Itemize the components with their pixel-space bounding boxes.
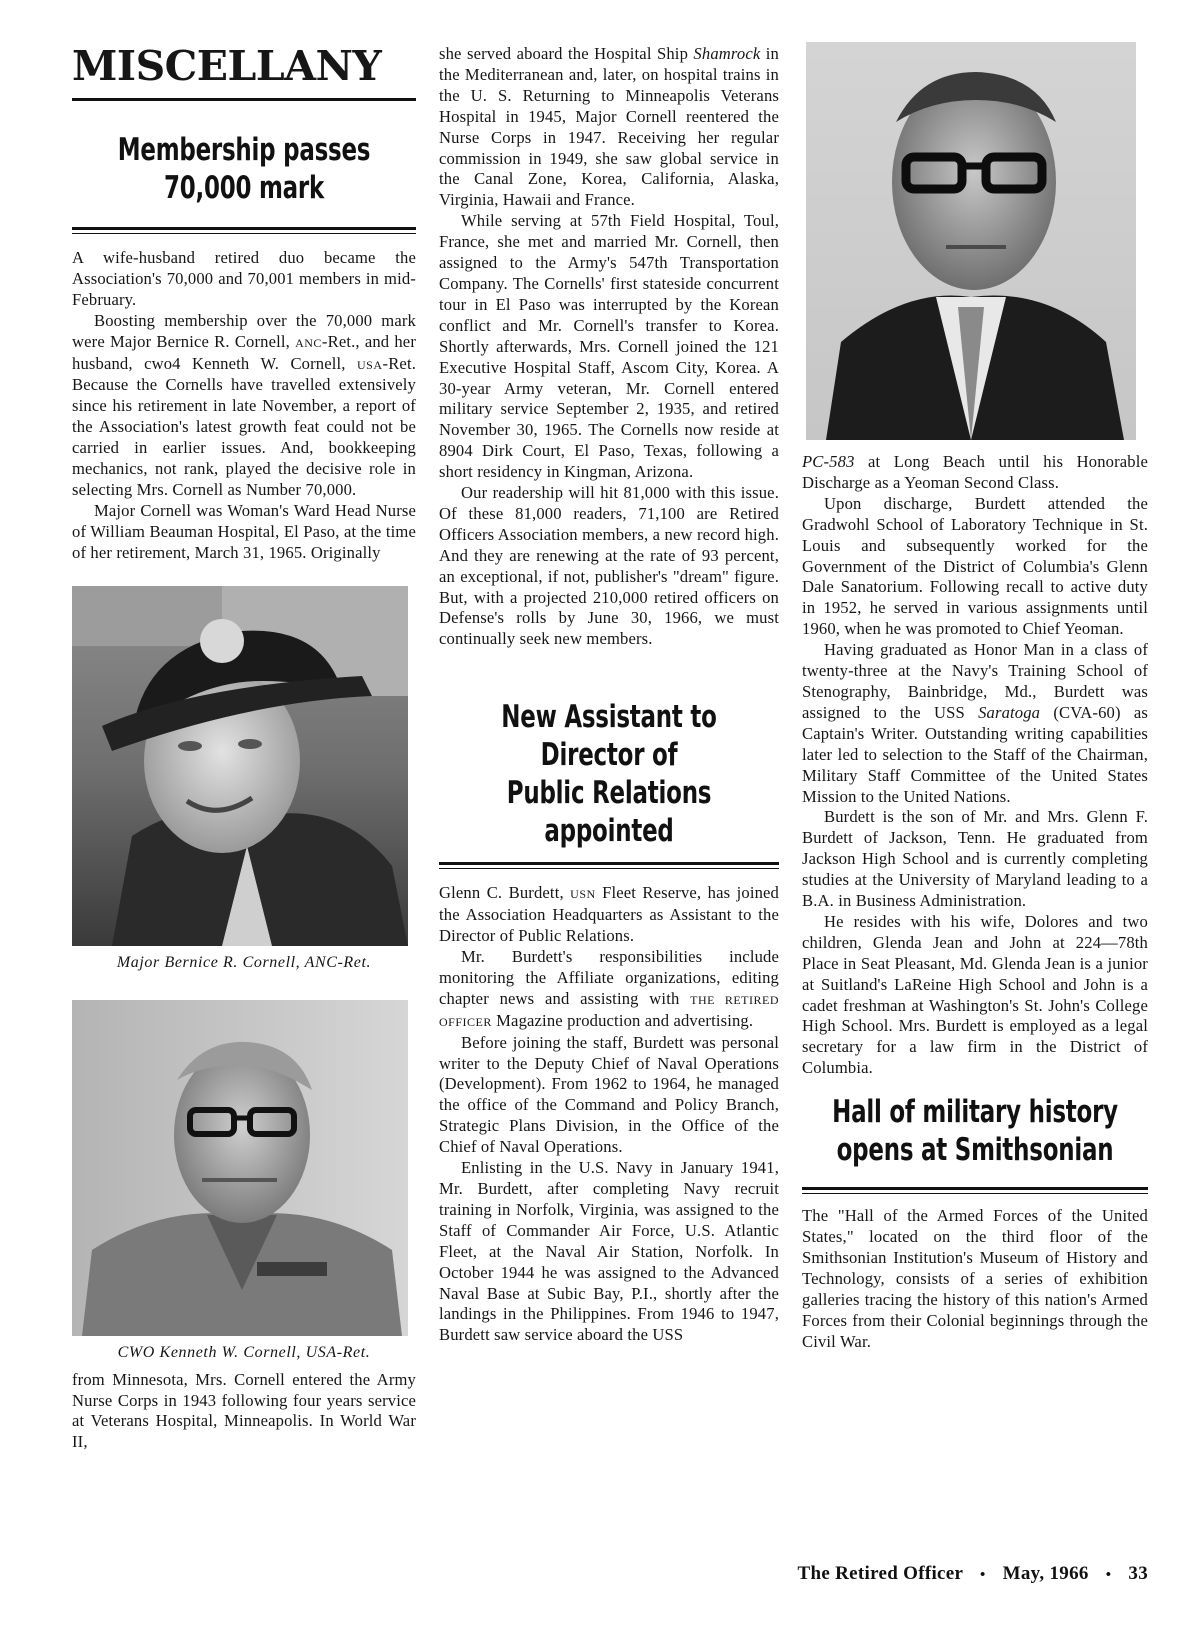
- column-1: [72, 42, 416, 1453]
- headline-rule: [72, 227, 416, 230]
- article2-paragraph: Having graduated as Honor Man in a class of twenty-three at the Navy's Training School of Stenography, Bainbridge, Md., Burdett was assigned to the USS Saratoga (CVA-60) as Captain's Writer. Outstanding writing capabilities later led to selection to the Staff of the Chairman, Military Staff Committee of the United States Mission to the United Nations.: [802, 640, 1148, 806]
- article2-paragraph: Mr. Burdett's responsibilities include monitoring the Affiliate organizations, editing chapter news and assisting with THE RETIRED OFFICER Magazine production and advertising.: [439, 947, 779, 1030]
- article2-paragraph: Enlisting in the U.S. Navy in January 1941, Mr. Burdett, after completing Navy recruit training in Norfolk, Virginia, was assigned to the Staff of Commander Air Force, U.S. Atlantic Fleet, at the Naval Air Station, Norfolk. In October 1944 he was assigned to the Advanced Naval Base at Subic Bay, P.I., shortly after the landings in the Philippines. From 1946 to 1947, Burdett saw service aboard the USS: [439, 1158, 779, 1345]
- article3-headline-line2: opens at Smithsonian: [836, 1132, 1114, 1169]
- footer-date: May, 1966: [1002, 1563, 1089, 1584]
- article1-paragraph: she served aboard the Hospital Ship Shamrock in the Mediterranean and, later, on hospital trains in the U. S. Returning to Minneapolis Veterans Hospital in 1945, Major Cornell reentered the Nurse Corps in 1947. Receiving her regular commission in 1949, she saw global service in the Canal Zone, Korea, California, Alaska, Virginia, Hawaii and France.: [439, 44, 779, 210]
- footer-page-number: 33: [1128, 1563, 1148, 1584]
- article3-headline-line1: Hall of military history: [832, 1094, 1118, 1131]
- section-title: MISCELLANY: [72, 42, 382, 90]
- photo1-caption: Major Bernice R. Cornell, ANC-Ret.: [116, 953, 372, 971]
- article1-paragraph: from Minnesota, Mrs. Cornell entered the Army Nurse Corps in 1943 following four years service at Veterans Hospital, Minneapolis. In World War II,: [72, 1369, 416, 1452]
- photo-kenneth-cornell: [72, 1000, 408, 1336]
- article2-paragraph: Upon discharge, Burdett attended the Gradwohl School of Laboratory Technique in St. Louis and subsequently worked for the Government of the District of Columbia's Glenn Dale Sanatorium. Following recall to active duty in 1952, he served in various assignments until 1960, when he was promoted to Chief Yeoman.: [802, 493, 1148, 639]
- article2-paragraph: PC-583 at Long Beach until his Honorable Discharge as a Yeoman Second Class.: [802, 452, 1148, 492]
- article1-paragraph: While serving at 57th Field Hospital, Toul, France, she met and married Mr. Cornell, then assigned to the Army's 547th Transportation Company. The Cornells' first stateside concurrent tour in El Paso was interrupted by the Korean conflict and Mr. Cornell's transfer to Korea. Shortly afterwards, Mrs. Cornell joined the 121 Executive Hospital Staff, Ascom City, Korea. A 30-year Army veteran, Mr. Cornell entered military service September 2, 1935, and retired November 30, 1965. The Cornells now reside at 8904 Dirk Court, El Paso, Texas, following a short residency in Kingman, Arizona.: [439, 211, 779, 482]
- article1-paragraph: Our readership will hit 81,000 with this issue. Of these 81,000 readers, 71,100 are Retired Officers Association members, a new record high. And they are renewing at the rate of 93 percent, an exceptional, if not, publisher's "dream" figure. But, with a projected 210,000 retired officers on Defense's rolls by June 30, 1966, we must continually seek new members.: [439, 483, 779, 649]
- article1-headline-line1: Membership passes: [117, 132, 371, 168]
- column-3: [802, 42, 1148, 1353]
- photo2-caption: CWO Kenneth W. Cornell, USA-Ret.: [117, 1343, 371, 1361]
- page-footer: [786, 1563, 1148, 1585]
- article3-paragraph: The "Hall of the Armed Forces of the United States," located on the third floor of the Smithsonian Institution's Museum of History and Technology, consists of a series of exhibition galleries tracing the history of this nation's Armed Forces from their Colonial beginnings through the Civil War.: [802, 1206, 1148, 1351]
- photo-glenn-burdett: [806, 42, 1136, 440]
- article2-headline-line1: New Assistant to Director of: [501, 699, 717, 774]
- portrait-man-image: [72, 1000, 408, 1336]
- portrait-woman-image: [72, 586, 408, 946]
- article2-paragraph: Burdett is the son of Mr. and Mrs. Glenn F. Burdett of Jackson, Tenn. He graduated from Jackson High School and is currently completing studies at the University of Maryland leading to a B.A. in Business Administration.: [802, 807, 1148, 911]
- article2-paragraph: Glenn C. Burdett, USN Fleet Reserve, has joined the Association Headquarters as Assistant to the Director of Public Relations.: [439, 883, 779, 946]
- column-2: [439, 44, 779, 1346]
- headline-rule: [439, 862, 779, 865]
- article1-paragraph: Boosting membership over the 70,000 mark were Major Bernice R. Cornell, ANC-Ret., and her husband, cwo4 Kenneth W. Cornell, USA-Ret. Because the Cornells have travelled extensively since his retirement in late November, a report of the Association's latest growth feat could not be carried in earlier issues. And, bookkeeping mechanics, not rank, played the decisive role in selecting Mrs. Cornell as Number 70,000.: [72, 310, 416, 499]
- portrait-burdett-image: [806, 42, 1136, 440]
- footer-separator: •: [1105, 1567, 1112, 1583]
- article1-paragraph: Major Cornell was Woman's Ward Head Nurse of William Beauman Hospital, El Paso, at the time of her retirement, March 31, 1965. Originally: [72, 500, 416, 562]
- article2-paragraph: Before joining the staff, Burdett was personal writer to the Deputy Chief of Naval Operations (Development). From 1962 to 1964, he managed the office of the Command and Policy Branch, Strategic Plans Division, in the Office of the Chief of Naval Operations.: [439, 1032, 779, 1157]
- photo-bernice-cornell: [72, 586, 408, 946]
- article1-headline-line2: 70,000 mark: [163, 170, 325, 206]
- footer-publication: The Retired Officer: [797, 1563, 963, 1584]
- article2-paragraph: He resides with his wife, Dolores and two children, Glenda Jean and John at 224—78th Place in Seat Pleasant, Md. Glenda Jean is a junior at Suitland's LaReine High School and John is a cadet freshman at Washington's St. John's College High School. Mrs. Burdett is employed as a legal secretary for a law firm in the District of Columbia.: [802, 911, 1148, 1078]
- headline-rule: [802, 1187, 1148, 1190]
- footer-separator: •: [979, 1567, 986, 1583]
- article1-paragraph: A wife-husband retired duo became the Association's 70,000 and 70,001 members in mid-February.: [72, 248, 416, 309]
- article2-headline-line2: Public Relations appointed: [506, 775, 712, 850]
